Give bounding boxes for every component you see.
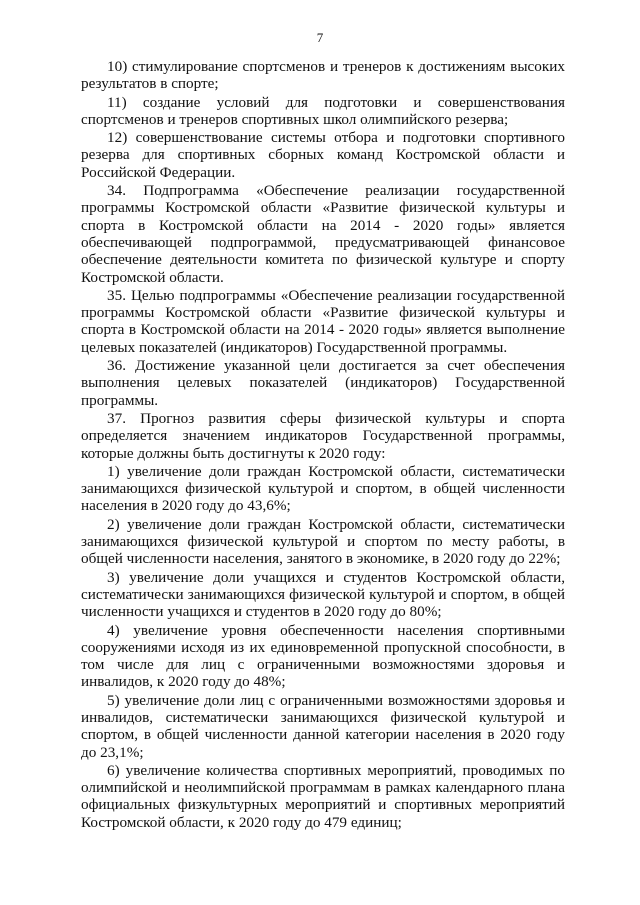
- paragraph-section-36: 36. Достижение указанной цели достигается за счет обеспечения выполнения целевых показателей (индикаторов) Государственной программы.: [81, 357, 565, 409]
- paragraph-item-12: 12) совершенствование системы отбора и подготовки спортивного резерва для спортивных сборных команд Костромской области и Российской Федерации.: [81, 129, 565, 181]
- paragraph-item-10: 10) стимулирование спортсменов и тренеров к достижениям высоких результатов в спорте;: [81, 58, 565, 93]
- paragraph-indicator-3: 3) увеличение доли учащихся и студентов Костромской области, систематически занимающихся физической культурой и спортом, в общей численности учащихся и студентов в 2020 году до 80%;: [81, 568, 565, 621]
- paragraph-indicator-1: 1) увеличение доли граждан Костромской области, систематически занимающихся физической культурой и спортом, в общей численности населения в 2020 году до 43,6%;: [81, 462, 565, 515]
- document-body: [81, 58, 565, 832]
- paragraph-section-35: 35. Целью подпрограммы «Обеспечение реализации государственной программы Костромской области «Развитие физической культуры и спорта в Костромской области на 2014 - 2020 годы» является выполнение целевых показателей (индикаторов) Государственной программы.: [81, 286, 565, 356]
- page-number: 7: [316, 30, 324, 45]
- paragraph-item-11: 11) создание условий для подготовки и совершенствования спортсменов и тренеров спортивных школ олимпийского резерва;: [81, 93, 565, 128]
- paragraph-indicator-6: 6) увеличение количества спортивных мероприятий, проводимых по олимпийской и неолимпийской программам в рамках календарного плана официальных физкультурных мероприятий и спортивных мероприятий Костромской области, к 2020 году до 479 единиц;: [81, 761, 565, 831]
- paragraph-indicator-2: 2) увеличение доли граждан Костромской области, систематически занимающихся физической культурой и спортом по месту работы, в общей численности населения, занятого в экономике, в 2020 году до 22%;: [81, 515, 565, 568]
- paragraph-indicator-5: 5) увеличение доли лиц с ограниченными возможностями здоровья и инвалидов, систематически занимающихся физической культурой и спортом, в общей численности данной категории населения в 2020 году до 23,1%;: [81, 691, 565, 761]
- paragraph-section-37: 37. Прогноз развития сферы физической культуры и спорта определяется значением индикаторов Государственной программы, которые должны быть достигнуты к 2020 году:: [81, 409, 565, 462]
- paragraph-section-34: 34. Подпрограмма «Обеспечение реализации государственной программы Костромской области «Развитие физической культуры и спорта в Костромской области на 2014 - 2020 годы» является обеспечивающей подпрограммой, предусматривающей финансовое обеспечение деятельности комитета по физической культуре и спорту Костромской области.: [81, 182, 565, 286]
- paragraph-indicator-4: 4) увеличение уровня обеспеченности населения спортивными сооружениями исходя из их единовременной пропускной способности, в том числе для лиц с ограниченными возможностями здоровья и инвалидов, к 2020 году до 48%;: [81, 621, 565, 691]
